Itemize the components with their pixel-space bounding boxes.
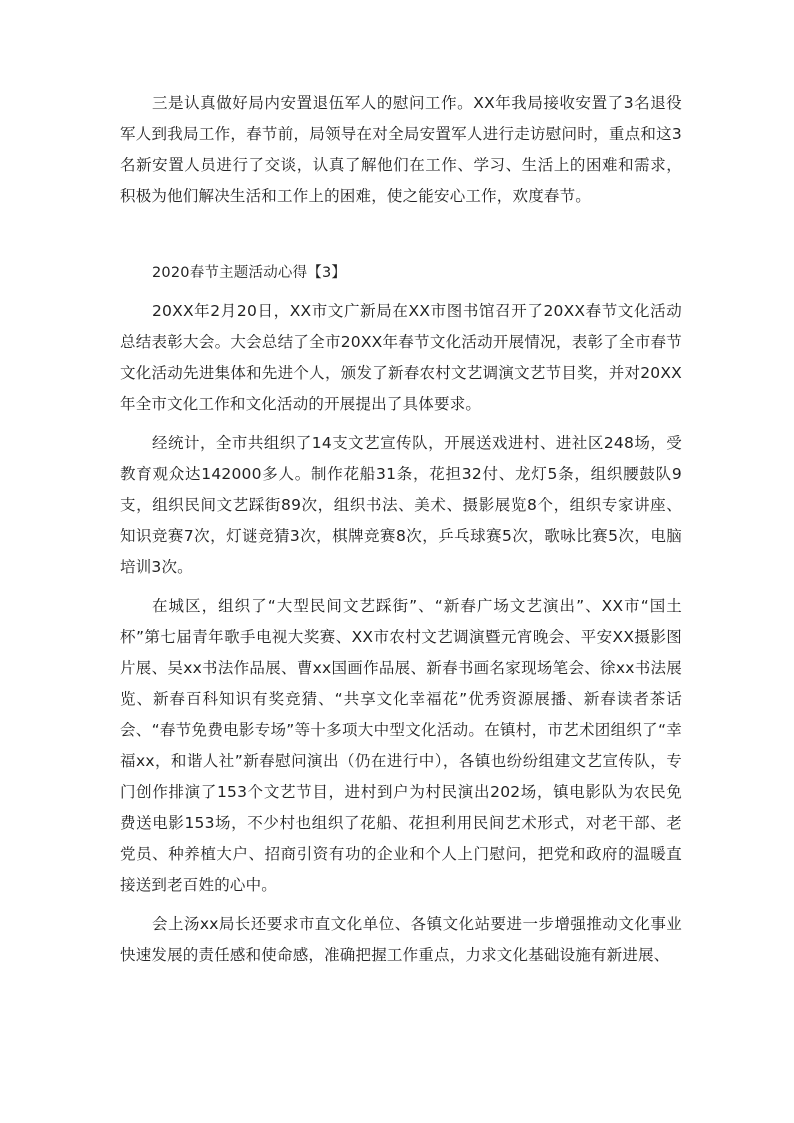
- paragraph-veteran-visits: 三是认真做好局内安置退伍军人的慰问工作。XX年我局接收安置了3名退役军人到我局工作，春节前，局领导在对全局安置军人进行走访慰问时，重点和这3名新安置人员进行了交谈，认真了解他们在工作、学习、生活上的困难和需求，积极为他们解决生活和工作上的困难，使之能安心工作，欢度春节。: [120, 94, 682, 205]
- paragraph-conference-summary: 20XX年2月20日，XX市文广新局在XX市图书馆召开了20XX春节文化活动总结表彰大会。大会总结了全市20XX年春节文化活动开展情况，表彰了全市春节文化活动先进集体和先进个人，颁发了新春农村文艺调演文艺节目奖，并对20XX年全市文化工作和文化活动的开展提出了具体要求。: [120, 302, 682, 413]
- paragraph-activities: 在城区，组织了“大型民间文艺踩街”、“新春广场文艺演出”、XX市“国土杯”第七届青年歌手电视大奖赛、XX市农村文艺调演暨元宵晚会、平安XX摄影图片展、吴xx书法作品展、曹xx国画作品展、新春书画名家现场笔会、徐xx书法展览、新春百科知识有奖竞猜、“共享文化幸福花”优秀资源展播、新春读者茶话会、“春节免费电影专场”等十多项大中型文化活动。在镇村，市艺术团组织了“幸福xx，和谐人社”新春慰问演出（仍在进行中），各镇也纷纷组建文艺宣传队，专门创作排演了153个文艺节目，进村到户为村民演出202场，镇电影队为农民免费送电影153场，不少村也组织了花船、花担利用民间艺术形式，对老干部、老党员、种养植大户、招商引资有功的企业和个人上门慰问，把党和政府的温暖直接送到老百姓的心中。: [120, 597, 682, 894]
- section-heading: 2020春节主题活动心得【3】: [152, 265, 347, 281]
- paragraph-director-requirements: 会上汤xx局长还要求市直文化单位、各镇文化站要进一步增强推动文化事业快速发展的责任感和使命感，准确把握工作重点，力求文化基础设施有新进展、: [120, 915, 682, 964]
- document-body: [120, 88, 682, 971]
- paragraph-statistics: 经统计，全市共组织了14支文艺宣传队，开展送戏进村、进社区248场，受教育观众达142000多人。制作花船31条，花担32付、龙灯5条，组织腰鼓队9支，组织民间文艺踩街89次，组织书法、美术、摄影展览8个，组织专家讲座、知识竞赛7次，灯谜竞猜3次，棋牌竞赛8次，乒乓球赛5次，歌咏比赛5次，电脑培训3次。: [120, 434, 682, 576]
